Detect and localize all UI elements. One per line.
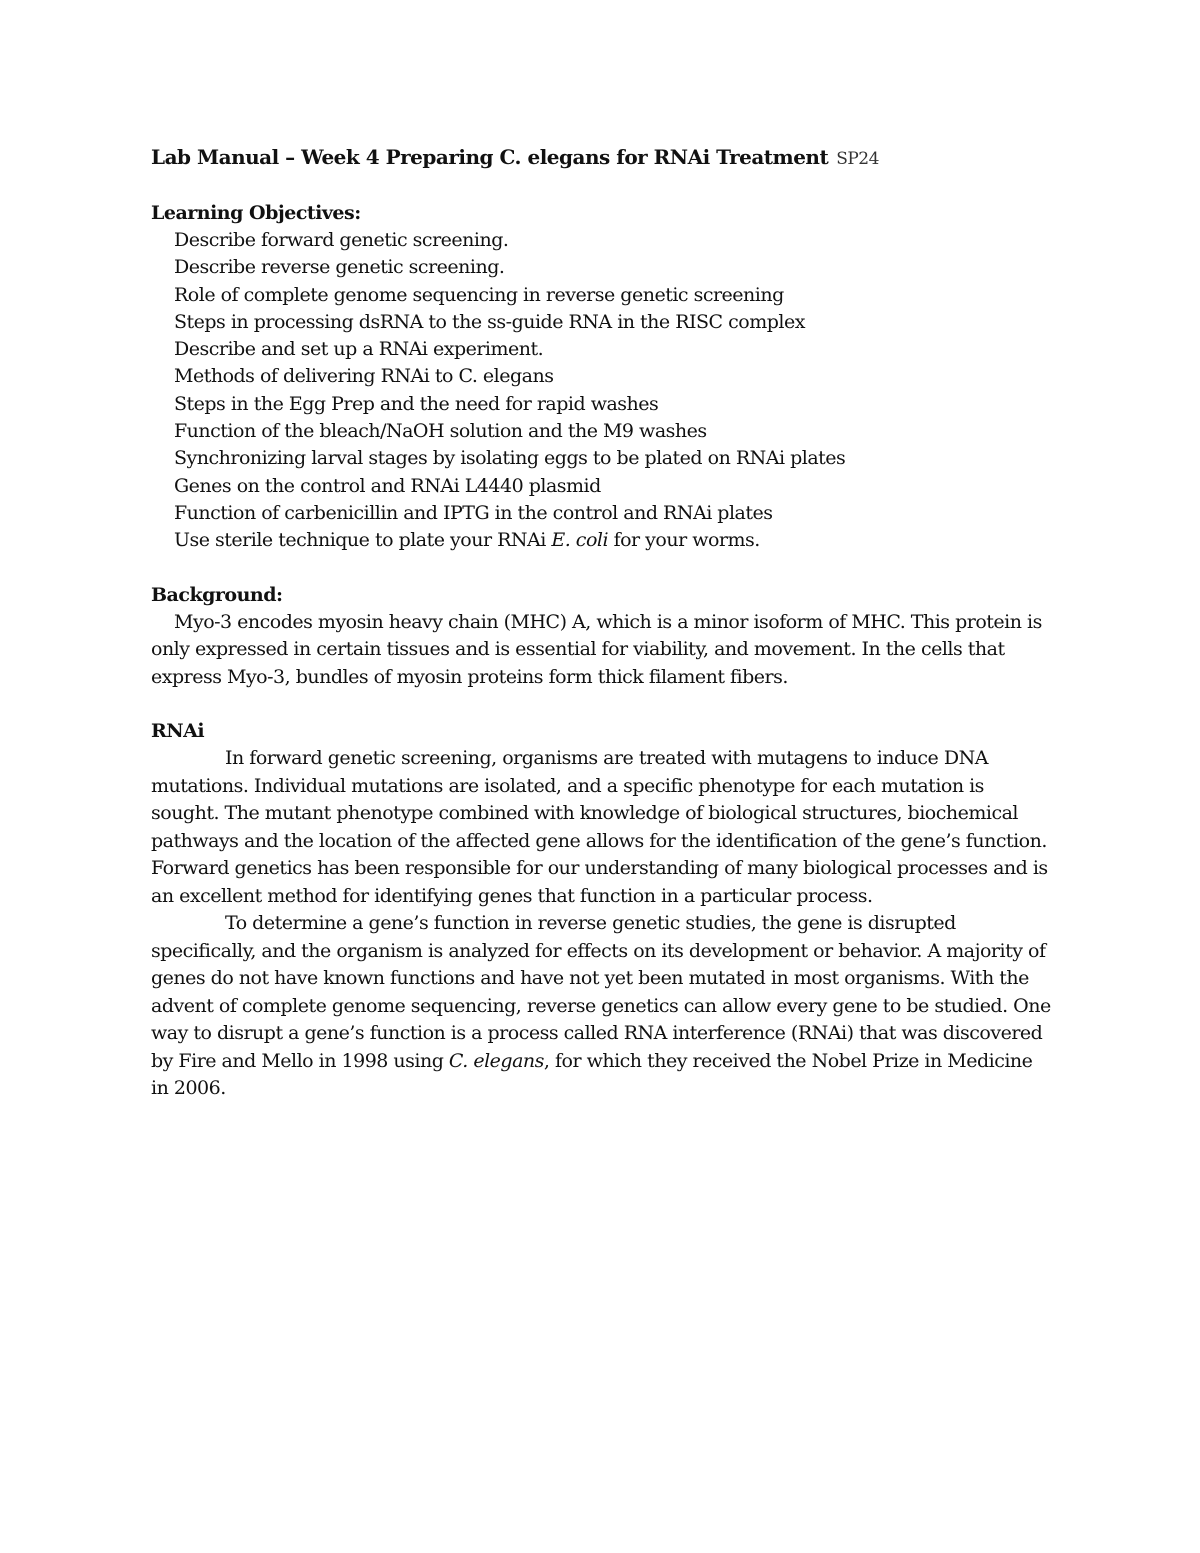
paragraph-text: To determine a gene’s function in reverse genetic studies, the gene is disrupted specifically, and the organism is analyzed for effects on its development or behavior. A majority of genes do not have known functions and have not yet been mutated in most organisms. With the advent of complete genome sequencing, reverse genetics can allow every gene to be studied. One way to disrupt a gene’s function is a process called RNA interference (RNAi) that was discovered by Fire and Mello in 1998 using	[151, 912, 1051, 1072]
document-page	[151, 143, 1051, 1103]
objective-item-last	[174, 527, 1051, 554]
objective-item: Methods of delivering RNAi to C. elegans	[174, 365, 554, 388]
objective-item: Synchronizing larval stages by isolating eggs to be plated on RNAi plates	[174, 447, 846, 470]
rnai-heading: RNAi	[151, 720, 205, 743]
paragraph-text: , for which they received the Nobel Prize in Medicine in 2006.	[151, 1049, 1033, 1100]
spacer	[151, 555, 1051, 582]
species-name: E. coli	[551, 529, 609, 552]
objectives-heading: Learning Objectives:	[151, 202, 361, 224]
objective-item: Describe reverse genetic screening.	[174, 256, 505, 279]
background-heading: Background:	[151, 583, 283, 606]
background-paragraph: Myo-3 encodes myosin heavy chain (MHC) A, which is a minor isoform of MHC. This protein is only expressed in certain tissues and is essential for viability, and movement. In the cells that express Myo-3, bundles of myosin proteins form thick filament fibers.	[151, 610, 1042, 688]
objective-item: Genes on the control and RNAi L4440 plasmid	[174, 474, 601, 497]
objective-item: Role of complete genome sequencing in reverse genetic screening	[174, 283, 784, 306]
document-title	[151, 143, 1051, 173]
spacer	[151, 691, 1051, 718]
objective-item: Function of carbenicillin and IPTG in the control and RNAi plates	[174, 501, 773, 524]
rnai-paragraph-2	[151, 910, 1051, 1103]
spacer	[151, 173, 1051, 200]
objective-text: Use sterile technique to plate your RNAi	[174, 529, 552, 552]
objective-item: Describe and set up a RNAi experiment.	[174, 338, 544, 361]
objective-item: Function of the bleach/NaOH solution and the M9 washes	[174, 420, 707, 443]
objective-text: for your worms.	[608, 529, 760, 552]
rnai-paragraph-1: In forward genetic screening, organisms are treated with mutagens to induce DNA mutations. Individual mutations are isolated, and a specific phenotype for each mutation is sought. The mutant phenotype combined with knowledge of biological structures, biochemical pathways and the location of the affected gene allows for the identification of the gene’s function. Forward genetics has been responsible for our understanding of many biological processes and is an excellent method for identifying genes that function in a particular process.	[151, 747, 1048, 907]
semester-label: SP24	[836, 149, 879, 169]
title-text: Lab Manual – Week 4 Preparing C. elegans for RNAi Treatment	[151, 145, 829, 169]
objectives-list	[151, 227, 1051, 555]
objective-item: Steps in the Egg Prep and the need for rapid washes	[174, 392, 659, 415]
species-name: C. elegans	[448, 1049, 544, 1072]
objective-item: Describe forward genetic screening.	[174, 229, 509, 251]
objective-item: Steps in processing dsRNA to the ss-guide RNA in the RISC complex	[174, 310, 805, 333]
